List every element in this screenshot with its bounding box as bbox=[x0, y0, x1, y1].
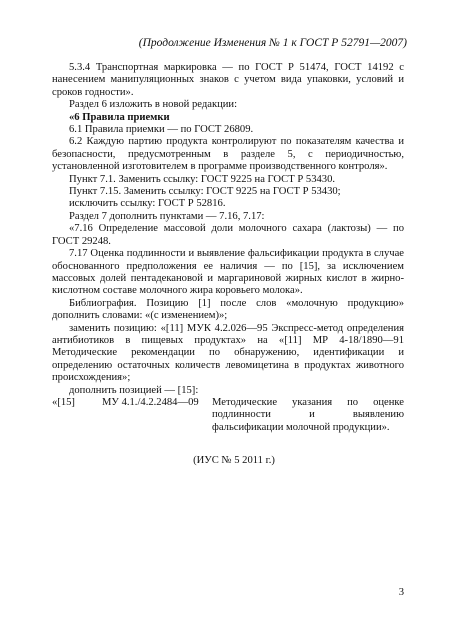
paragraph-7-15: Пункт 7.15. Заменить ссылку: ГОСТ 9225 на ГОСТ Р 53430; bbox=[69, 186, 341, 198]
paragraph-7-16: «7.16 Определение массовой доли молочного сахара (лактозы) — по ГОСТ 29248. bbox=[52, 223, 404, 247]
paragraph-section-7-add: Раздел 7 дополнить пунктами — 7.16, 7.17: bbox=[69, 210, 265, 222]
paragraph-exclude-ref: исключить ссылку: ГОСТ Р 52816. bbox=[69, 198, 226, 210]
paragraph-6-2: 6.2 Каждую партию продукта контролируют по показателям качества и безопасности, предусмотренным в разделе 5, с периодичностью, установленной изготовителем в программе производственного контроля». bbox=[52, 136, 404, 173]
page-header: (Продолжение Изменения № 1 к ГОСТ Р 52791—2007) bbox=[138, 37, 407, 49]
paragraph-bibliography: Библиография. Позицию [1] после слов «молочную продукцию» дополнить словами: «(с изменением)»; bbox=[52, 297, 404, 322]
section-6-heading: «6 Правила приемки bbox=[69, 111, 170, 123]
paragraph-transport-marking: 5.3.4 Транспортная маркировка — по ГОСТ Р 51474, ГОСТ 14192 с нанесением манипуляционных знаков с учетом вида упаковки, условий и сроков годности». bbox=[52, 62, 404, 98]
reference-code: МУ 4.1./4.2.2484—09 bbox=[102, 396, 199, 408]
reference-entry bbox=[52, 397, 404, 434]
document-body bbox=[52, 62, 404, 468]
paragraph-replace-position: заменить позицию: «[11] МУК 4.2.026—95 Экспресс-метод определения антибиотиков в пищевых продуктах» на «[11] МР 4-18/1890—91 Методические рекомендации по обнаружению, идентификации и определению остаточных количеств левомицетина в продуктах животного происхождения»; bbox=[52, 322, 404, 384]
ius-note: (ИУС № 5 2011 г.) bbox=[193, 455, 275, 467]
paragraph-section-6-intro: Раздел 6 изложить в новой редакции: bbox=[69, 99, 238, 111]
page-number: 3 bbox=[398, 587, 404, 598]
paragraph-7-17: 7.17 Оценка подлинности и выявление фальсификации продукта в случае обоснованного предположения ее наличия — по [15], за исключением массовых долей пентадекановой и маргариновой жирных кислот в жирно-кислотном составе молочного жира коровьего молока». bbox=[52, 248, 404, 297]
paragraph-add-position: дополнить позицией — [15]: bbox=[69, 384, 199, 396]
paragraph-6-1: 6.1 Правила приемки — по ГОСТ 26809. bbox=[69, 124, 254, 136]
reference-description: Методические указания по оценке подлинности и выявлению фальсификации молочной продукции». bbox=[212, 396, 404, 433]
paragraph-7-1: Пункт 7.1. Заменить ссылку: ГОСТ 9225 на ГОСТ Р 53430. bbox=[69, 173, 336, 185]
reference-number: «[15] bbox=[52, 396, 75, 408]
